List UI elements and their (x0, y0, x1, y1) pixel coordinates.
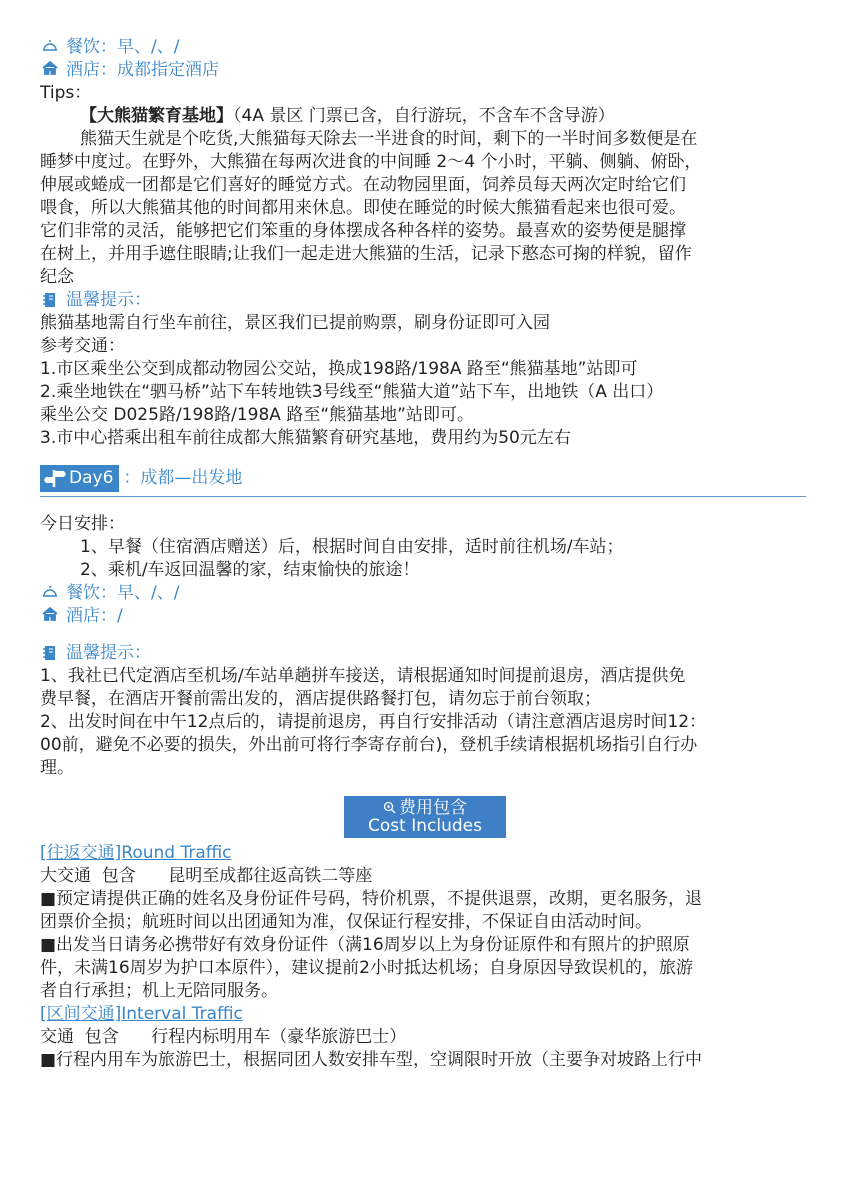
round-traffic-note: ■出发当日请务必携带好有效身份证件（满16周岁以上为身份证原件和有照片的护照原 (40, 935, 690, 955)
cost-title-row (344, 799, 506, 817)
notebook-icon (40, 289, 60, 312)
warm-tip-heading (40, 289, 810, 312)
day6-warm-tip-line: 00前，避免不必要的损失，外出前可将行李寄存前台)，登机手续请根据机场指引自行办 (40, 735, 698, 755)
panda-desc-line: 它们非常的灵活，能够把它们笨重的身体摆成各种各样的姿势。最喜欢的姿势便是腿撑 (40, 221, 686, 241)
signpost-icon (44, 468, 66, 488)
meal-icon (40, 582, 60, 605)
panda-desc-line: 在树上，并用手遮住眼睛;让我们一起走进大熊猫的生活，记录下憨态可掬的样貌，留作 (40, 244, 692, 264)
home-icon (40, 605, 60, 628)
cost-title-cn: 费用包含 (399, 798, 467, 818)
day6-warm-tip-line: 理。 (40, 758, 74, 778)
round-traffic-note: ■预定请提供正确的姓名及身份证件号码，特价机票，不提供退票，改期，更名服务，退 (40, 889, 703, 909)
warm-tip-label: 温馨提示： (66, 290, 151, 310)
day6-title: ：成都—出发地 (123, 467, 243, 488)
hotel-row (40, 59, 810, 82)
panda-desc-line: 伸展或蜷成一团都是它们喜好的睡觉方式。在动物园里面，饲养员每天两次定时给它们 (40, 175, 686, 195)
meal-row (40, 36, 810, 59)
interval-traffic-note: ■行程内用车为旅游巴士，根据同团人数安排车型，空调限时开放（主要争对坡路上行中 (40, 1050, 703, 1070)
search-icon (383, 801, 396, 814)
day6-meal-row (40, 582, 810, 605)
round-traffic-row: 大交通 包含 昆明至成都往返高铁二等座 (40, 866, 373, 886)
day6-badge (40, 465, 119, 492)
meal-text: 餐饮：早、/、/ (66, 37, 180, 57)
day6-warm-tip-line: 1、我社已代定酒店至机场/车站单趟拼车接送，请根据通知时间提前退房，酒店提供免 (40, 666, 686, 686)
day6-hotel-row (40, 605, 810, 628)
warm-tip-line: 2.乘坐地铁在“驷马桥”站下车转地铁3号线至“熊猫大道”站下车，出地铁（A 出口） (40, 382, 664, 402)
day6-divider (40, 496, 806, 497)
panda-heading (40, 105, 810, 128)
schedule-item: 2、乘机/车返回温馨的家，结束愉快的旅途！ (80, 560, 420, 580)
day6-meal-text: 餐饮：早、/、/ (66, 583, 180, 603)
warm-tip-line: 熊猫基地需自行坐车前往，景区我们已提前购票，刷身份证即可入园 (40, 313, 550, 333)
warm-tip-line: 乘坐公交 D025路/198路/198A 路至“熊猫基地”站即可。 (40, 405, 474, 425)
round-traffic-note: 者自行承担；机上无陪同服务。 (40, 981, 278, 1001)
cost-title-en: Cost Includes (368, 816, 482, 836)
day6-warm-tip-label: 温馨提示： (66, 643, 151, 663)
cost-includes-banner (344, 796, 506, 838)
day6-warm-tip-heading (40, 642, 810, 665)
panda-desc-line: 纪念 (40, 267, 74, 287)
warm-tip-line: 3.市中心搭乘出租车前往成都大熊猫繁育研究基地，费用约为50元左右 (40, 428, 571, 448)
warm-tip-line: 参考交通： (40, 336, 125, 356)
warm-tip-line: 1.市区乘坐公交到成都动物园公交站，换成198路/198A 路至“熊猫基地”站即可 (40, 359, 638, 379)
itinerary-page (40, 36, 810, 1072)
panda-desc-line: 睡梦中度过。在野外，大熊猫在每两次进食的中间睡 2～4 个小时，平躺、侧躺、俯卧， (40, 152, 702, 172)
notebook-icon (40, 642, 60, 665)
round-traffic-note: 团票价全损；航班时间以出团通知为准，仅保证行程安排，不保证自由活动时间。 (40, 912, 652, 932)
interval-traffic-row: 交通 包含 行程内标明用车（豪华旅游巴士） (40, 1027, 407, 1047)
schedule-label: 今日安排： (40, 514, 125, 534)
panda-desc-line: 喂食，所以大熊猫其他的时间都用来休息。即使在睡觉的时候大熊猫看起来也很可爱。 (40, 198, 686, 218)
day6-warm-tip-line: 2、出发时间在中午12点后的，请提前退房，再自行安排活动（请注意酒店退房时间12： (40, 712, 707, 732)
panda-title-note: （4A 景区 门票已含，自行游玩，不含车不含导游） (233, 106, 615, 126)
hotel-text: 酒店：成都指定酒店 (66, 60, 219, 80)
panda-desc-line: 熊猫天生就是个吃货,大熊猫每天除去一半进食的时间，剩下的一半时间多数便是在 (80, 129, 698, 149)
meal-icon (40, 36, 60, 59)
panda-title: 【大熊猫繁育基地】 (80, 106, 233, 126)
day6-warm-tip-line: 费早餐，在酒店开餐前需出发的，酒店提供路餐打包，请勿忘于前台领取； (40, 689, 601, 709)
day6-header (40, 464, 810, 492)
round-traffic-heading[interactable]: [往返交通]Round Traffic (40, 843, 232, 863)
home-icon (40, 59, 60, 82)
schedule-item: 1、早餐（住宿酒店赠送）后，根据时间自由安排，适时前往机场/车站； (80, 537, 624, 557)
interval-traffic-heading[interactable]: [区间交通]Interval Traffic (40, 1004, 243, 1024)
day6-hotel-text: 酒店：/ (66, 606, 123, 626)
day6-badge-label: Day6 (69, 467, 114, 488)
tips-label: Tips： (40, 83, 92, 103)
round-traffic-note: 件，未满16周岁为护口本原件），建议提前2小时抵达机场；自身原因导致误机的，旅游 (40, 958, 693, 978)
